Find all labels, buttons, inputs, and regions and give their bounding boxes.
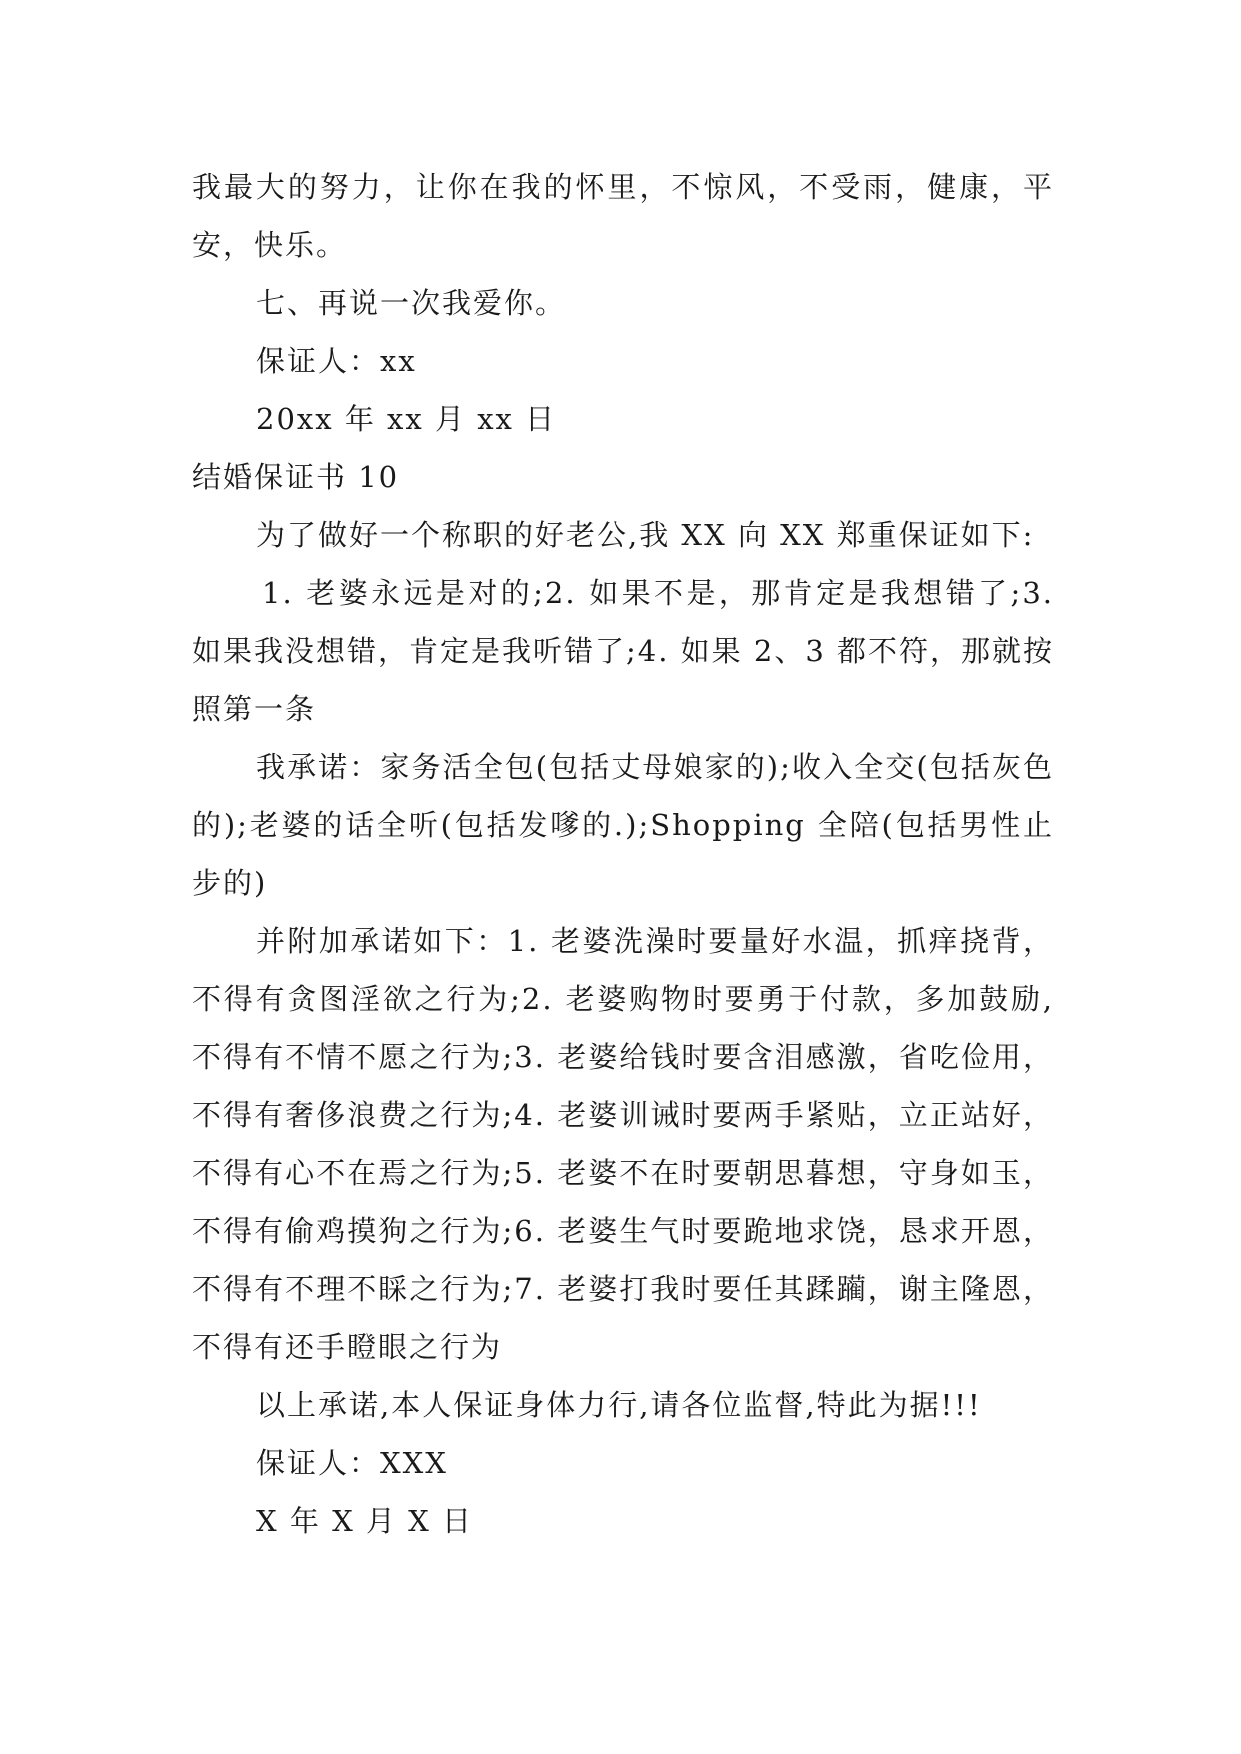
paragraph-continuation: 我最大的努力，让你在我的怀里，不惊风，不受雨，健康，平安，快乐。 — [192, 170, 1054, 262]
date-line: 20xx 年 xx 月 xx 日 — [256, 402, 557, 436]
paragraph-intro: 为了做好一个称职的好老公,我 XX 向 XX 郑重保证如下: — [256, 518, 1035, 552]
paragraph-closing: 以上承诺,本人保证身体力行,请各位监督,特此为据!!! — [256, 1388, 982, 1422]
paragraph-additional-promise: 并附加承诺如下：1. 老婆洗澡时要量好水温，抓痒挠背，不得有贪图淫欲之行为;2. 老婆购物时要勇于付款，多加鼓励,不得有不情不愿之行为;3. 老婆给钱时要含泪感激，省吃俭用，不得有奢侈浪费之行为;4. 老婆训诫时要两手紧贴，立正站好，不得有心不在焉之行为;5. 老婆不在时要朝思暮想，守身如玉，不得有偷鸡摸狗之行为;6. 老婆生气时要跪地求饶，恳求开恩，不得有不理不睬之行为;7. 老婆打我时要任其蹂躏，谢主隆恩，不得有还手瞪眼之行为 — [192, 924, 1054, 1364]
document-body — [192, 158, 1054, 1550]
section-title: 结婚保证书 10 — [192, 460, 400, 494]
guarantor-line: 保证人：xx — [256, 344, 417, 378]
paragraph-item-seven: 七、再说一次我爱你。 — [256, 286, 567, 320]
paragraph-rules: 1. 老婆永远是对的;2. 如果不是，那肯定是我想错了;3. 如果我没想错，肯定是我听错了;4. 如果 2、3 都不符，那就按照第一条 — [192, 576, 1054, 726]
paragraph-promise: 我承诺：家务活全包(包括丈母娘家的);收入全交(包括灰色的);老婆的话全听(包括发嗲的.);Shopping 全陪(包括男性止步的) — [192, 750, 1054, 900]
guarantor-line-2: 保证人：XXX — [256, 1446, 448, 1480]
date-line-2: X 年 X 月 X 日 — [256, 1504, 474, 1538]
